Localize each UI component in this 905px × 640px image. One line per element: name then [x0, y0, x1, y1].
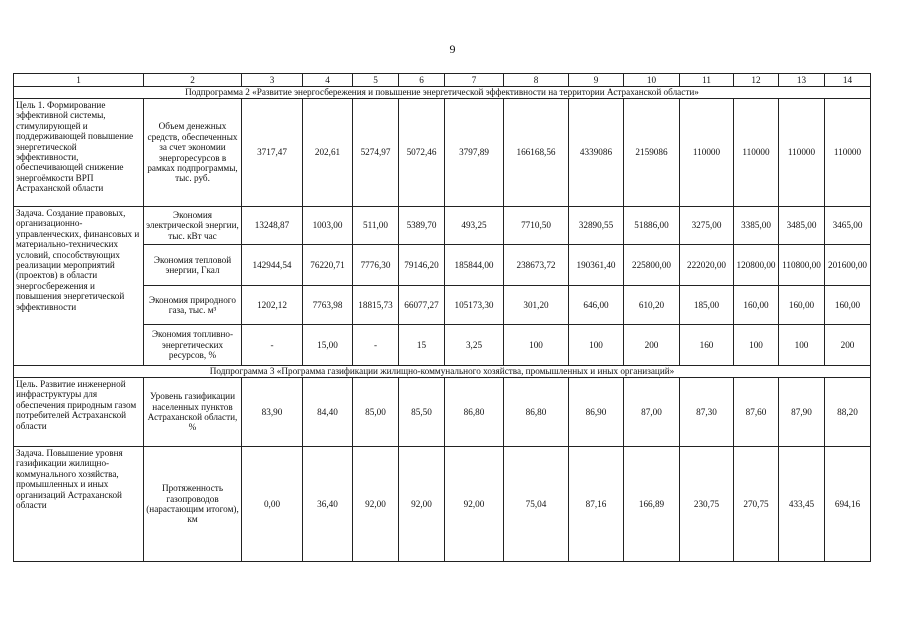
value-cell: 86,80 — [445, 378, 504, 447]
header-cell: 13 — [779, 74, 825, 87]
value-cell: 87,60 — [734, 378, 779, 447]
value-cell: 2159086 — [624, 99, 680, 207]
value-cell: 86,80 — [504, 378, 569, 447]
value-cell: 225800,00 — [624, 245, 680, 286]
value-cell: 3385,00 — [734, 207, 779, 245]
value-cell: 238673,72 — [504, 245, 569, 286]
indicator-cell: Объем денежных средств, обеспеченных за счет экономии энергоресурсов в рамках подпрограммы, тыс. руб. — [144, 99, 242, 207]
value-cell: 85,50 — [399, 378, 445, 447]
value-cell: 3465,00 — [825, 207, 871, 245]
value-cell: 15,00 — [303, 325, 353, 366]
value-cell: 92,00 — [353, 447, 399, 562]
value-cell: 100 — [734, 325, 779, 366]
header-cell: 9 — [569, 74, 624, 87]
value-cell: 87,00 — [624, 378, 680, 447]
value-cell: 120800,00 — [734, 245, 779, 286]
value-cell: 5072,46 — [399, 99, 445, 207]
subprogram-row — [14, 87, 871, 99]
value-cell: 160,00 — [734, 286, 779, 325]
value-cell: 3485,00 — [779, 207, 825, 245]
header-cell: 7 — [445, 74, 504, 87]
value-cell: 18815,73 — [353, 286, 399, 325]
header-cell: 10 — [624, 74, 680, 87]
value-cell: - — [242, 325, 303, 366]
value-cell: 200 — [624, 325, 680, 366]
indicator-cell: Экономия электрической энергии, тыс. кВт час — [144, 207, 242, 245]
value-cell: 610,20 — [624, 286, 680, 325]
value-cell: 160,00 — [779, 286, 825, 325]
header-cell: 4 — [303, 74, 353, 87]
value-cell: 110000 — [825, 99, 871, 207]
header-cell: 5 — [353, 74, 399, 87]
value-cell: 190361,40 — [569, 245, 624, 286]
subprogram-title: Подпрограмма 3 «Программа газификации жилищно-коммунального хозяйства, промышленных и иных организаций» — [14, 366, 871, 378]
value-cell: 85,00 — [353, 378, 399, 447]
value-cell: 105173,30 — [445, 286, 504, 325]
value-cell: 13248,87 — [242, 207, 303, 245]
value-cell: 142944,54 — [242, 245, 303, 286]
header-cell: 3 — [242, 74, 303, 87]
value-cell: 202,61 — [303, 99, 353, 207]
value-cell: 160 — [680, 325, 734, 366]
value-cell: 160,00 — [825, 286, 871, 325]
table-row — [14, 378, 871, 447]
value-cell: 3717,47 — [242, 99, 303, 207]
indicator-cell: Экономия природного газа, тыс. м³ — [144, 286, 242, 325]
value-cell: 100 — [569, 325, 624, 366]
header-cell: 8 — [504, 74, 569, 87]
value-cell: 76220,71 — [303, 245, 353, 286]
value-cell: 201600,00 — [825, 245, 871, 286]
value-cell: 493,25 — [445, 207, 504, 245]
value-cell: 433,45 — [779, 447, 825, 562]
header-cell: 6 — [399, 74, 445, 87]
value-cell: 7776,30 — [353, 245, 399, 286]
value-cell: 3797,89 — [445, 99, 504, 207]
header-cell: 14 — [825, 74, 871, 87]
value-cell: 36,40 — [303, 447, 353, 562]
value-cell: 75,04 — [504, 447, 569, 562]
value-cell: 110000 — [734, 99, 779, 207]
value-cell: 5389,70 — [399, 207, 445, 245]
value-cell: 1202,12 — [242, 286, 303, 325]
subprogram-title: Подпрограмма 2 «Развитие энергосбережения и повышение энергетической эффективности на территории Астраханской области» — [14, 87, 871, 99]
value-cell: 0,00 — [242, 447, 303, 562]
value-cell: 185844,00 — [445, 245, 504, 286]
value-cell: 92,00 — [445, 447, 504, 562]
header-cell: 1 — [14, 74, 144, 87]
value-cell: 110000 — [680, 99, 734, 207]
value-cell: 1003,00 — [303, 207, 353, 245]
value-cell: 166168,56 — [504, 99, 569, 207]
value-cell: 185,00 — [680, 286, 734, 325]
value-cell: 15 — [399, 325, 445, 366]
value-cell: 694,16 — [825, 447, 871, 562]
indicator-cell: Экономия тепловой энергии, Гкал — [144, 245, 242, 286]
header-cell: 12 — [734, 74, 779, 87]
indicator-cell: Уровень газификации населенных пунктов Астраханской области, % — [144, 378, 242, 447]
value-cell: 92,00 — [399, 447, 445, 562]
value-cell: 110800,00 — [779, 245, 825, 286]
value-cell: 88,20 — [825, 378, 871, 447]
value-cell: 5274,97 — [353, 99, 399, 207]
value-cell: 511,00 — [353, 207, 399, 245]
indicator-cell: Протяженность газопроводов (нарастающим итогом), км — [144, 447, 242, 562]
value-cell: 84,40 — [303, 378, 353, 447]
value-cell: 7763,98 — [303, 286, 353, 325]
value-cell: 79146,20 — [399, 245, 445, 286]
task-cell: Задача. Создание правовых, организационно-управленческих, финансовых и материально-технических условий, способствующих реализации мероприятий (проектов) в области энергосбережения и повышения энергетической эффективности — [14, 207, 144, 366]
value-cell: 166,89 — [624, 447, 680, 562]
value-cell: 4339086 — [569, 99, 624, 207]
page-number: 9 — [449, 42, 456, 56]
value-cell: 646,00 — [569, 286, 624, 325]
subprogram-row — [14, 366, 871, 378]
value-cell: 87,16 — [569, 447, 624, 562]
value-cell: 66077,27 — [399, 286, 445, 325]
task-cell: Задача. Повышение уровня газификации жилищно-коммунального хозяйства, промышленных и иных организаций Астраханской области — [14, 447, 144, 562]
value-cell: 87,30 — [680, 378, 734, 447]
table-row — [14, 447, 871, 562]
value-cell: 3275,00 — [680, 207, 734, 245]
value-cell: 110000 — [779, 99, 825, 207]
value-cell: - — [353, 325, 399, 366]
value-cell: 222020,00 — [680, 245, 734, 286]
header-row — [14, 74, 871, 87]
table-row — [14, 99, 871, 207]
value-cell: 7710,50 — [504, 207, 569, 245]
value-cell: 100 — [779, 325, 825, 366]
value-cell: 301,20 — [504, 286, 569, 325]
goal-cell: Цель 1. Формирование эффективной системы, стимулирующей и поддерживающей повышение энергетической эффективности, обеспечивающей снижение энергоёмкости ВРП Астраханской области — [14, 99, 144, 207]
value-cell: 86,90 — [569, 378, 624, 447]
value-cell: 270,75 — [734, 447, 779, 562]
value-cell: 32890,55 — [569, 207, 624, 245]
value-cell: 100 — [504, 325, 569, 366]
indicator-cell: Экономия топливно-энергетических ресурсов, % — [144, 325, 242, 366]
goal-cell: Цель. Развитие инженерной инфраструктуры для обеспечения природным газом потребителей Астраханской области — [14, 378, 144, 447]
indicators-table — [13, 73, 871, 562]
value-cell: 3,25 — [445, 325, 504, 366]
value-cell: 83,90 — [242, 378, 303, 447]
value-cell: 87,90 — [779, 378, 825, 447]
value-cell: 51886,00 — [624, 207, 680, 245]
header-cell: 2 — [144, 74, 242, 87]
table-row — [14, 207, 871, 245]
value-cell: 200 — [825, 325, 871, 366]
header-cell: 11 — [680, 74, 734, 87]
value-cell: 230,75 — [680, 447, 734, 562]
